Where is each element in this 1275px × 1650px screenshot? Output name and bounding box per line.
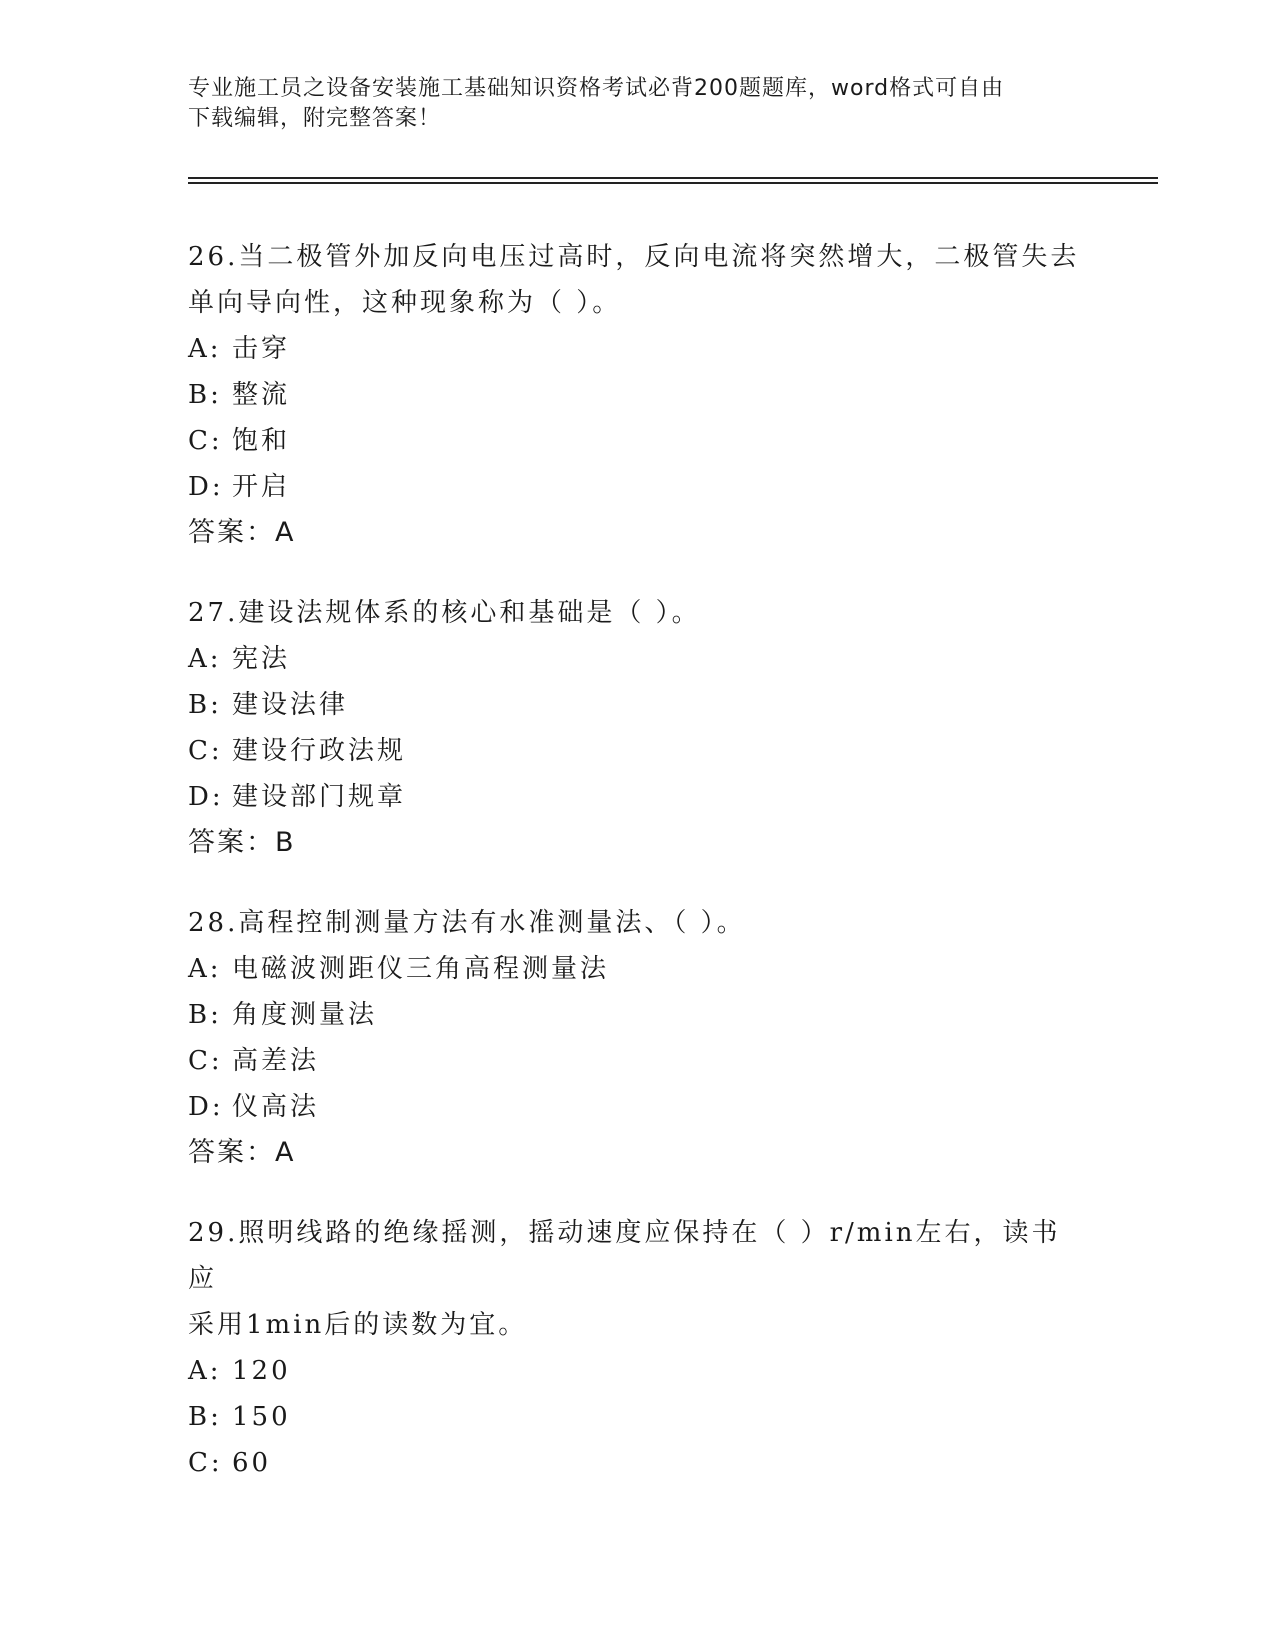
header-line-2: 下载编辑，附完整答案！ <box>188 106 442 131</box>
option-c <box>188 1038 1088 1084</box>
option-b <box>188 1394 1088 1440</box>
option-letter: B: <box>188 1402 222 1432</box>
option-text: 整流 <box>232 380 291 410</box>
option-a <box>188 326 1088 372</box>
option-c <box>188 728 1088 774</box>
question-text-line-2: 采用1min后的读数为宜。 <box>188 1310 528 1340</box>
option-letter: C: <box>188 1448 223 1478</box>
option-letter: C: <box>188 426 223 456</box>
option-b <box>188 992 1088 1038</box>
option-text: 角度测量法 <box>232 1000 378 1030</box>
question-text-line-1: 26.当二极管外加反向电压过高时，反向电流将突然增大，二极管失去 <box>188 242 1080 272</box>
option-text: 高差法 <box>232 1046 320 1076</box>
option-text: 饱和 <box>232 426 291 456</box>
question-list <box>188 234 1088 1520</box>
option-letter: B: <box>188 380 222 410</box>
option-a <box>188 946 1088 992</box>
answer-line: 答案：A <box>188 517 296 548</box>
option-text: 仪高法 <box>232 1092 320 1122</box>
option-text: 击穿 <box>232 334 291 364</box>
option-text: 建设法律 <box>232 690 349 720</box>
option-c <box>188 1440 1088 1486</box>
question-26 <box>188 234 1088 556</box>
header-divider-bottom <box>188 182 1158 184</box>
option-letter: C: <box>188 736 223 766</box>
option-text: 120 <box>232 1356 291 1386</box>
option-d <box>188 774 1088 820</box>
option-letter: B: <box>188 690 222 720</box>
answer-line: 答案：A <box>188 1137 296 1168</box>
option-text: 开启 <box>232 472 291 502</box>
document-header <box>188 74 1068 134</box>
option-text: 电磁波测距仪三角高程测量法 <box>232 954 610 984</box>
option-letter: D: <box>188 472 224 502</box>
question-text <box>188 1210 1088 1348</box>
question-text <box>188 234 1088 326</box>
header-divider-top <box>188 177 1158 179</box>
option-text: 宪法 <box>232 644 291 674</box>
option-a <box>188 1348 1088 1394</box>
question-text-line-1: 29.照明线路的绝缘摇测，摇动速度应保持在（ ）r/min左右，读书应 <box>188 1218 1061 1294</box>
option-letter: A: <box>188 1356 222 1386</box>
option-a <box>188 636 1088 682</box>
question-29 <box>188 1210 1088 1486</box>
question-text <box>188 900 1088 946</box>
question-28 <box>188 900 1088 1176</box>
option-letter: A: <box>188 644 222 674</box>
option-text: 60 <box>232 1448 272 1478</box>
option-b <box>188 372 1088 418</box>
question-text <box>188 590 1088 636</box>
option-text: 建设部门规章 <box>232 782 407 812</box>
option-c <box>188 418 1088 464</box>
option-letter: D: <box>188 1092 224 1122</box>
option-letter: A: <box>188 334 222 364</box>
option-b <box>188 682 1088 728</box>
header-line-1: 专业施工员之设备安装施工基础知识资格考试必背200题题库，word格式可自由 <box>188 76 1005 101</box>
question-27 <box>188 590 1088 866</box>
option-text: 建设行政法规 <box>232 736 407 766</box>
question-text-line-1: 27.建设法规体系的核心和基础是（ ）。 <box>188 598 701 628</box>
question-text-line-1: 28.高程控制测量方法有水准测量法、（ ）。 <box>188 908 746 938</box>
question-text-line-2: 单向导向性，这种现象称为（ ）。 <box>188 288 622 318</box>
option-letter: A: <box>188 954 222 984</box>
option-letter: B: <box>188 1000 222 1030</box>
option-letter: C: <box>188 1046 223 1076</box>
option-letter: D: <box>188 782 224 812</box>
option-d <box>188 464 1088 510</box>
option-text: 150 <box>232 1402 291 1432</box>
option-d <box>188 1084 1088 1130</box>
answer-line: 答案：B <box>188 827 296 858</box>
